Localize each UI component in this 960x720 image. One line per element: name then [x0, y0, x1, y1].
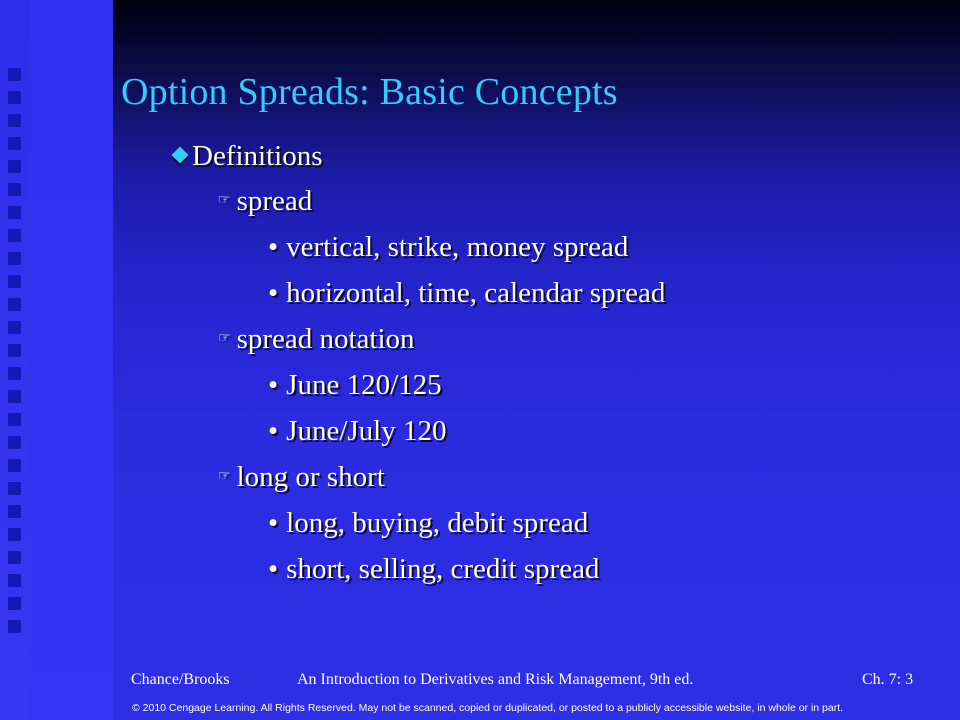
bullet-item	[218, 185, 312, 218]
decor-square	[8, 252, 21, 265]
bullet-text: horizontal, time, calendar spread	[286, 277, 666, 309]
slide-title: Option Spreads: Basic Concepts	[121, 71, 618, 113]
bullet-item	[172, 140, 323, 173]
decor-square	[8, 505, 21, 518]
pointing-hand-icon: ☞	[218, 193, 231, 208]
bullet-text: long, buying, debit spread	[286, 507, 589, 539]
dot-bullet-icon: •	[268, 231, 279, 263]
decor-square	[8, 344, 21, 357]
left-decorative-band	[0, 0, 113, 720]
bullet-item	[268, 277, 665, 310]
bullet-item	[268, 507, 588, 540]
decor-square	[8, 275, 21, 288]
bullet-item	[268, 369, 442, 402]
bullet-text: long or short	[236, 461, 385, 493]
bullet-text: vertical, strike, money spread	[286, 231, 629, 263]
decor-square	[8, 367, 21, 380]
dot-bullet-icon: •	[268, 553, 279, 585]
bullet-text: spread	[236, 185, 313, 217]
footer-chapter-page: Ch. 7: 3	[862, 671, 914, 688]
dot-bullet-icon: •	[268, 507, 279, 539]
decor-square	[8, 114, 21, 127]
decor-square	[8, 528, 21, 541]
decor-square	[8, 160, 21, 173]
bullet-text: June 120/125	[286, 369, 442, 401]
decor-square	[8, 91, 21, 104]
bullet-text: spread notation	[236, 323, 415, 355]
bullet-item	[218, 461, 385, 494]
footer-copyright: © 2010 Cengage Learning. All Rights Reserved. May not be scanned, copied or duplicated, or posted to a publicly accessible website, in whole or in part.	[132, 702, 844, 714]
bullet-item	[268, 231, 628, 264]
bullet-text: June/July 120	[286, 415, 447, 447]
decor-square	[8, 574, 21, 587]
decor-square	[8, 298, 21, 311]
top-dark-band	[113, 0, 960, 45]
left-band-inner	[30, 0, 113, 720]
diamond-bullet-icon	[172, 147, 189, 164]
decor-square	[8, 183, 21, 196]
decor-square	[8, 413, 21, 426]
decor-square	[8, 597, 21, 610]
decor-square	[8, 229, 21, 242]
slide-footer	[0, 668, 960, 720]
decor-square	[8, 459, 21, 472]
pointing-hand-icon: ☞	[218, 469, 231, 484]
bullet-text: Definitions	[192, 140, 323, 172]
decor-square	[8, 206, 21, 219]
decor-square	[8, 390, 21, 403]
decor-square	[8, 436, 21, 449]
dot-bullet-icon: •	[268, 415, 279, 447]
decor-square	[8, 137, 21, 150]
decor-square	[8, 551, 21, 564]
decorative-squares	[8, 68, 22, 643]
pointing-hand-icon: ☞	[218, 331, 231, 346]
decor-square	[8, 620, 21, 633]
bullet-text: short, selling, credit spread	[286, 553, 600, 585]
decor-square	[8, 482, 21, 495]
bullet-item	[268, 553, 599, 586]
footer-author: Chance/Brooks	[131, 671, 230, 688]
decor-square	[8, 68, 21, 81]
dot-bullet-icon: •	[268, 277, 279, 309]
decor-square	[8, 321, 21, 334]
bullet-item	[218, 323, 415, 356]
footer-book-title: An Introduction to Derivatives and Risk Management, 9th ed.	[297, 671, 694, 688]
dot-bullet-icon: •	[268, 369, 279, 401]
bullet-item	[268, 415, 446, 448]
